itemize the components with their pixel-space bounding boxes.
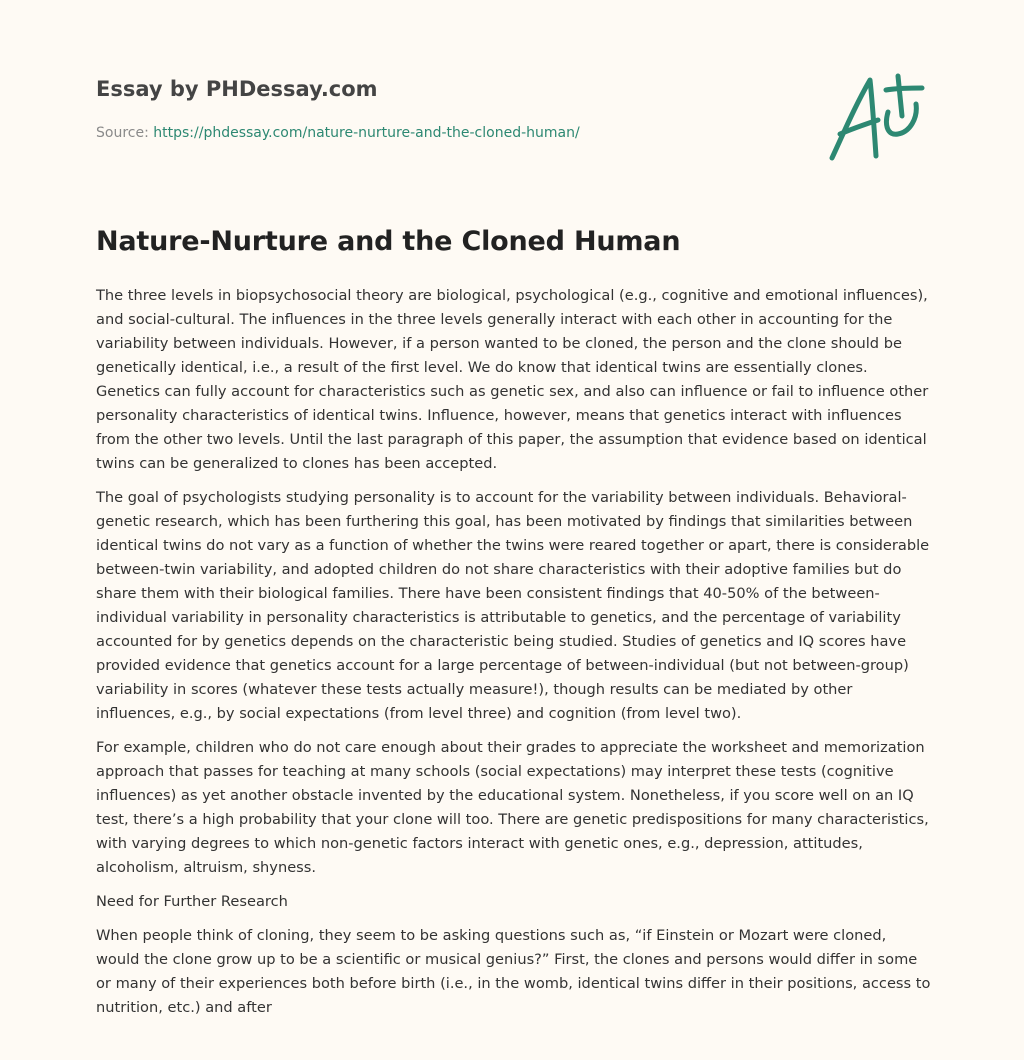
- essay-paragraph: The three levels in biopsychosocial theory are biological, psychological (e.g., cognitive and emotional influences), and social-cultural. The influences in the three levels generally interact with each other in accounting for the variability between individuals. However, if a person wanted to be cloned, the person and the clone should be genetically identical, i.e., a result of the first level. We do know that identical twins are essentially clones. Genetics can fully account for characteristics such as genetic sex, and also can influence or fail to influence other personality characteristics of identical twins. Influence, however, means that genetics interact with influences from the other two levels. Until the last paragraph of this paper, the assumption that evidence based on identical twins can be generalized to clones has been accepted.: [96, 287, 929, 472]
- essay-paragraph: When people think of cloning, they seem to be asking questions such as, “if Einstein or Mozart were cloned, would the clone grow up to be a scientific or musical genius?” First, the clones and persons would differ in some or many of their experiences both before birth (i.e., in the womb, identical twins differ in their positions, access to nutrition, etc.) and after: [96, 927, 931, 1016]
- source-line: [96, 125, 580, 141]
- essay-paragraph: For example, children who do not care enough about their grades to appreciate the worksheet and memorization approach that passes for teaching at many schools (social expectations) may interpret these tests (cognitive influences) as yet another obstacle invented by the educational system. Nonetheless, if you score well on an IQ test, there’s a high probability that your clone will too. There are genetic predispositions for many characteristics, with varying degrees to which non-genetic factors interact with genetic ones, e.g., depression, attitudes, alcoholism, altruism, shyness.: [96, 739, 929, 876]
- source-link[interactable]: https://phdessay.com/nature-nurture-and-the-cloned-human/: [153, 125, 580, 141]
- essay-title: Nature-Nurture and the Cloned Human: [96, 226, 681, 257]
- essay-body: [96, 284, 932, 1030]
- page-header: [96, 0, 928, 180]
- essay-paragraph: The goal of psychologists studying personality is to account for the variability between individuals. Behavioral-genetic research, which has been furthering this goal, has been motivated by findings that similarities between identical twins do not vary as a function of whether the twins were reared together or apart, there is considerable between-twin variability, and adopted children do not share characteristics with their adoptive families but do share them with their biological families. There have been consistent findings that 40-50% of the between-individual variability in personality characteristics is attributable to genetics, and the percentage of variability accounted for by genetics depends on the characteristic being studied. Studies of genetics and IQ scores have provided evidence that genetics account for a large percentage of between-individual (but not between-group) variability in scores (whatever these tests actually measure!), though results can be mediated by other influences, e.g., by social expectations (from level three) and cognition (from level two).: [96, 489, 930, 722]
- a-plus-grade-icon: [826, 68, 926, 164]
- brand-title: Essay by PHDessay.com: [96, 77, 378, 101]
- section-heading: Need for Further Research: [96, 893, 288, 910]
- source-label: Source:: [96, 125, 154, 141]
